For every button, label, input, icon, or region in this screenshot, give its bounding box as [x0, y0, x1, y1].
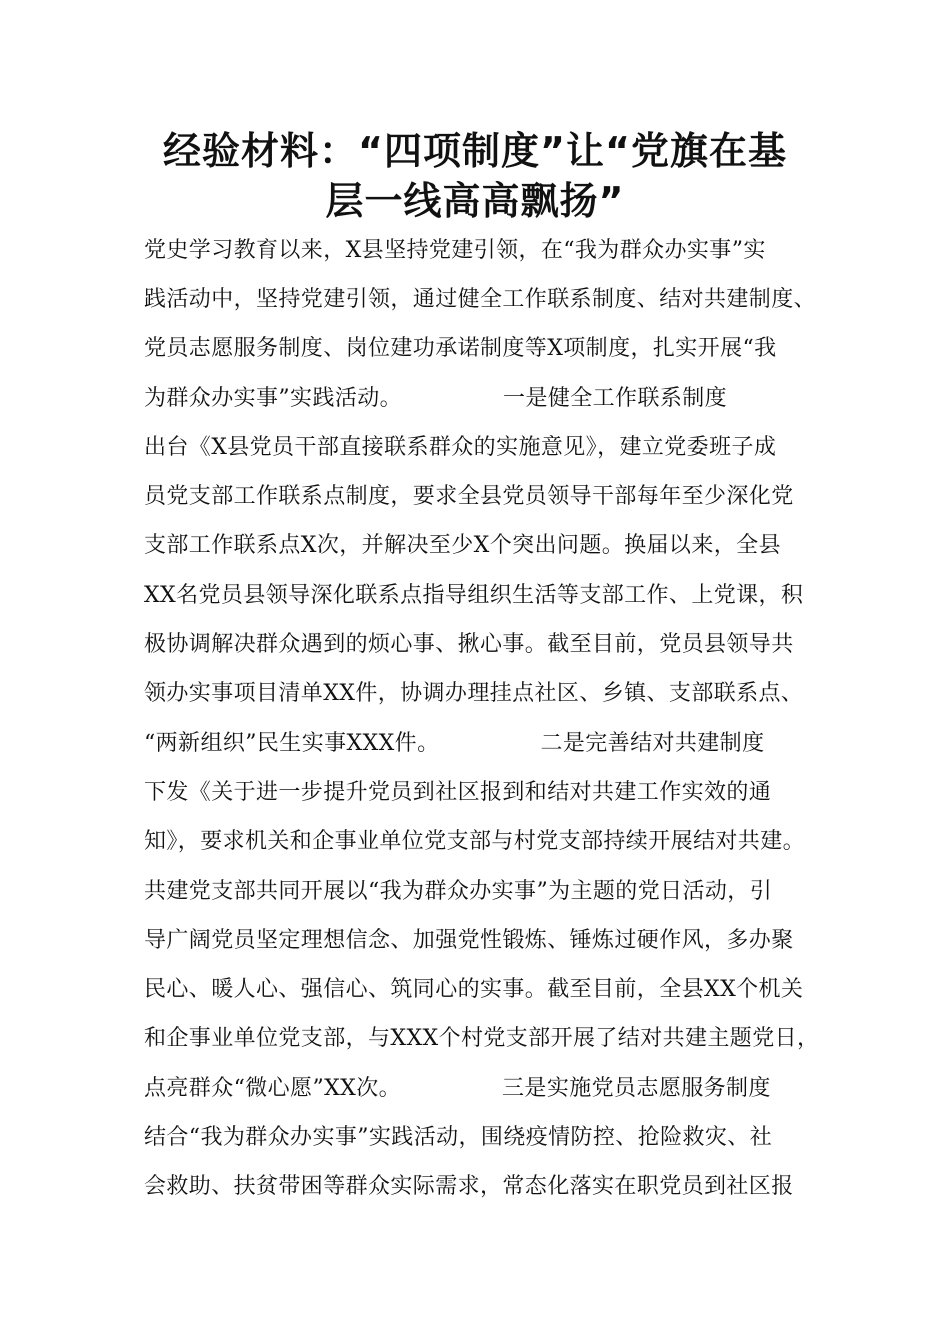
body-line: 和企事业单位党支部，与XXX个村党支部开展了结对共建主题党日，	[144, 1026, 820, 1051]
body-line: 支部工作联系点X次，并解决至少X个突出问题。换届以来，全县	[144, 533, 781, 558]
document-title-line-2: 层一线高高飘扬”	[325, 179, 625, 223]
body-line: 共建党支部共同开展以“我为群众办实事”为主题的党日活动，引	[144, 879, 773, 904]
body-line: 党员志愿服务制度、岗位建功承诺制度等X项制度，扎实开展“我	[144, 336, 777, 361]
body-line: 结合“我为群众办实事”实践活动，围绕疫情防控、抢险救灾、社	[144, 1125, 773, 1150]
body-line: 践活动中，坚持党建引领，通过健全工作联系制度、结对共建制度、	[144, 287, 817, 312]
body-line: 导广阔党员坚定理想信念、加强党性锻炼、锤炼过硬作风，多办聚	[144, 928, 794, 953]
document-title-line-1: 经验材料：“四项制度”让“党旗在基	[163, 129, 787, 173]
body-line: 出台《X县党员干部直接联系群众的实施意见》，建立党委班子成	[144, 435, 777, 460]
body-line: 知》，要求机关和企事业单位党支部与村党支部持续开展结对共建。	[144, 829, 806, 854]
body-line: 员党支部工作联系点制度，要求全县党员领导干部每年至少深化党	[144, 484, 794, 509]
body-line: “两新组织”民生实事XXX件。 二是完善结对共建制度	[144, 731, 765, 756]
body-line: 下发《关于进一步提升党员到社区报到和结对共建工作实效的通	[144, 780, 772, 805]
body-line: 点亮群众“微心愿”XX次。 三是实施党员志愿服务制度	[144, 1076, 771, 1101]
body-line: XX名党员县领导深化联系点指导组织生活等支部工作、上党课，积	[144, 583, 804, 608]
body-line: 党史学习教育以来，X县坚持党建引领，在“我为群众办实事”实	[144, 238, 766, 263]
body-line: 会救助、扶贫带困等群众实际需求，常态化落实在职党员到社区报	[144, 1174, 794, 1199]
body-line: 领办实事项目清单XX件，协调办理挂点社区、乡镇、支部联系点、	[144, 681, 804, 706]
body-line: 民心、暖人心、强信心、筑同心的实事。截至目前，全县XX个机关	[144, 977, 804, 1002]
body-line: 为群众办实事”实践活动。 一是健全工作联系制度	[144, 386, 728, 411]
body-line: 极协调解决群众遇到的烦心事、揪心事。截至目前，党员县领导共	[144, 632, 794, 657]
